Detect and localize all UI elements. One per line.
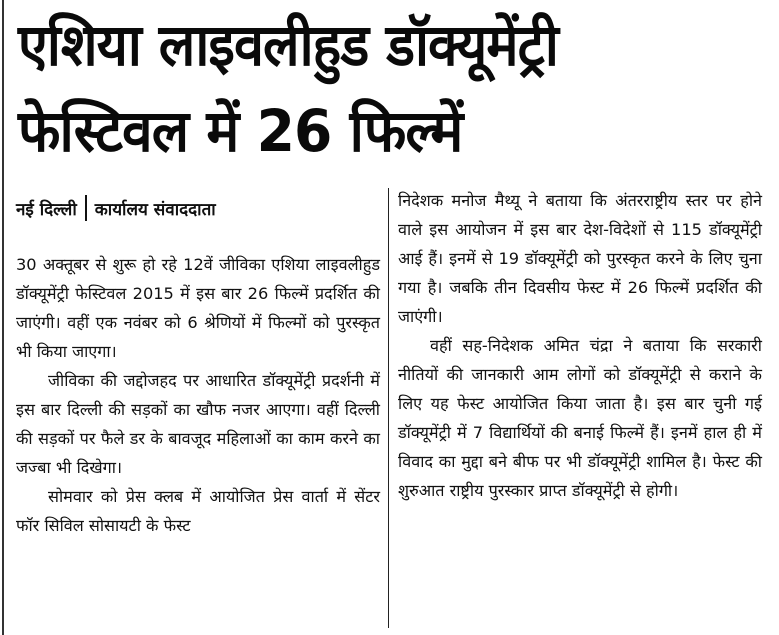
headline <box>18 2 773 174</box>
byline <box>16 186 380 230</box>
byline-place: नई दिल्ली <box>16 199 77 220</box>
byline-separator <box>85 195 87 221</box>
left-column <box>16 186 380 540</box>
column-divider <box>388 188 389 628</box>
page-edge-rule <box>2 0 4 635</box>
article-paragraph-3: सोमवार को प्रेस क्लब में आयोजित प्रेस वार्ता में सेंटर फॉर सिविल सोसायटी के फेस्ट <box>16 487 380 535</box>
article-paragraph-4: निदेशक मनोज मैथ्यू ने बताया कि अंतरराष्ट्रीय स्तर पर होने वाले इस आयोजन में इस बार देश-विदेशों से 115 डॉक्यूमेंट्री आई हैं। इनमें से 19 डॉक्यूमेंट्री को पुरस्कृत करने के लिए चुना गया है। जबकि तीन दिवसीय फेस्ट में 26 फिल्में प्रदर्शित की जाएंगी। <box>398 191 762 326</box>
right-column <box>398 186 762 505</box>
headline-line-1: एशिया लाइवलीहुड डॉक्यूमेंट्री <box>18 11 558 79</box>
article-paragraph-2: जीविका की जद्दोजहद पर आधारित डॉक्यूमेंट्री प्रदर्शनी में इस बार दिल्ली की सड़कों का खौफ नजर आएगा। वहीं दिल्ली की सड़कों पर फैले डर के बावजूद महिलाओं का काम करने का जज्बा भी दिखेगा। <box>16 371 380 477</box>
byline-author: कार्यालय संवाददाता <box>94 199 216 220</box>
article-paragraph-1: 30 अक्तूबर से शुरू हो रहे 12वें जीविका एशिया लाइवलीहुड डॉक्यूमेंट्री फेस्टिवल 2015 में इस बार 26 फिल्में प्रदर्शित की जाएंगी। वहीं एक नवंबर को 6 श्रेणियों में फिल्मों को पुरस्कृत भी किया जाएगा। <box>16 255 380 361</box>
article-paragraph-5: वहीं सह-निदेशक अमित चंद्रा ने बताया कि सरकारी नीतियों की जानकारी आम लोगों को डॉक्यूमेंट्री से कराने के लिए यह फेस्ट आयोजित किया जाता है। इस बार चुनी गई डॉक्यूमेंट्री में 7 विद्यार्थियों की बनाई फिल्में हैं। इनमें हाल ही में विवाद का मुद्दा बने बीफ पर भी डॉक्यूमेंट्री शामिल है। फेस्ट की शुरुआत राष्ट्रीय पुरस्कार प्राप्त डॉक्यूमेंट्री से होगी। <box>398 336 762 500</box>
headline-line-2: फेस्टिवल में 26 फिल्में <box>18 97 463 165</box>
